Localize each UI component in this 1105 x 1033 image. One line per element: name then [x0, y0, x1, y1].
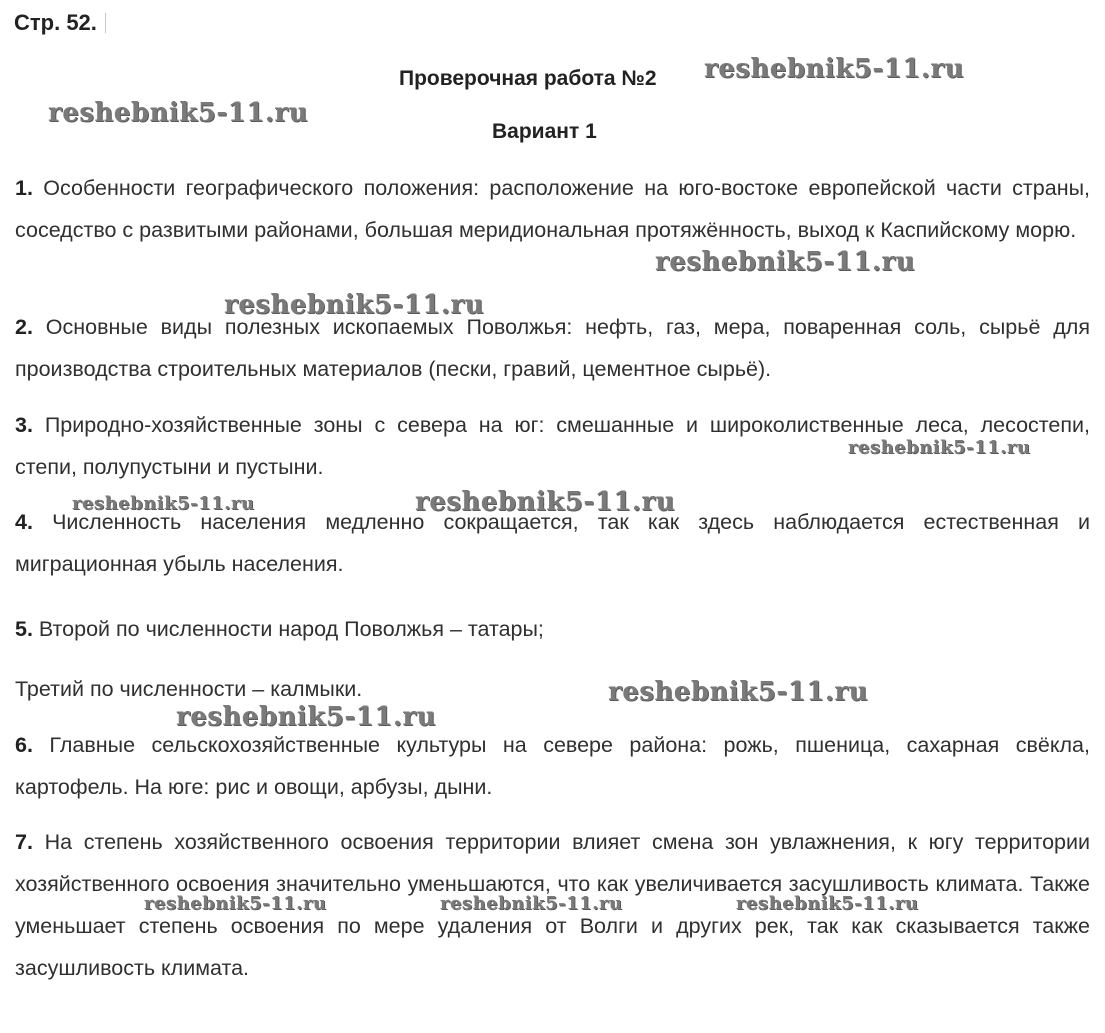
watermark: reshebnik5-11.ru [144, 893, 327, 914]
answer-text: Третий по численности – калмыки. [15, 677, 363, 701]
answer-text: Второй по численности народ Поволжья – татары; [38, 617, 544, 641]
answer-item-5 [15, 608, 1090, 650]
answer-item-2 [15, 306, 1090, 390]
answer-text: На степень хозяйственного освоения территории влияет смена зон увлажнения, к югу территории хозяйственного освоения значительно уменьшаются, что как увеличивается засушливость климата. Также уменьшает степень освоения по мере удаления от Волги и других рек, так как сказывается также засушливость климата. [15, 830, 1090, 980]
answer-item-5-continued [15, 668, 1090, 710]
answer-text: Главные сельскохозяйственные культуры на севере района: рожь, пшеница, сахарная свёкла, картофель. На юге: рис и овощи, арбузы, дыни. [15, 733, 1090, 799]
answer-item-1 [15, 167, 1090, 251]
answer-item-4 [15, 501, 1090, 585]
answer-number: 3. [15, 413, 33, 437]
watermark: reshebnik5-11.ru [655, 247, 916, 277]
page-number-divider [105, 13, 106, 33]
answer-item-3 [15, 404, 1090, 488]
answer-number: 2. [15, 315, 33, 339]
answer-text: Особенности географического положения: расположение на юго-востоке европейской части страны, соседство с развитыми районами, большая меридиональная протяжённость, выход к Каспийскому морю. [15, 176, 1090, 242]
answer-number: 5. [15, 617, 33, 641]
watermark: reshebnik5-11.ru [736, 893, 919, 914]
page-title: Проверочная работа №2 [399, 67, 657, 90]
answer-text: Природно-хозяйственные зоны с севера на юг: смешанные и широколиственные леса, лесостепи, степи, полупустыни и пустыни. [15, 413, 1090, 479]
answer-item-7 [15, 821, 1090, 989]
watermark: reshebnik5-11.ru [176, 702, 437, 732]
answer-text: Основные виды полезных ископаемых Поволжья: нефть, газ, мера, поваренная соль, сырьё для производства строительных материалов (пески, гравий, цементное сырьё). [15, 315, 1090, 381]
answer-text: Численность населения медленно сокращается, так как здесь наблюдается естественная и миграционная убыль населения. [15, 510, 1090, 576]
watermark: reshebnik5-11.ru [72, 493, 255, 514]
answer-number: 4. [15, 510, 33, 534]
variant-subtitle: Вариант 1 [492, 120, 597, 143]
answer-number: 6. [15, 733, 33, 757]
watermark: reshebnik5-11.ru [48, 98, 309, 128]
answer-item-6 [15, 724, 1090, 808]
watermark: reshebnik5-11.ru [415, 487, 676, 517]
page-number-label: Стр. 52. [14, 10, 97, 35]
watermark: reshebnik5-11.ru [224, 290, 485, 320]
watermark: reshebnik5-11.ru [848, 437, 1031, 458]
answer-number: 7. [15, 830, 33, 854]
page-number [14, 10, 106, 36]
watermark: reshebnik5-11.ru [704, 54, 965, 84]
watermark: reshebnik5-11.ru [440, 893, 623, 914]
watermark: reshebnik5-11.ru [608, 677, 869, 707]
answer-number: 1. [15, 176, 33, 200]
